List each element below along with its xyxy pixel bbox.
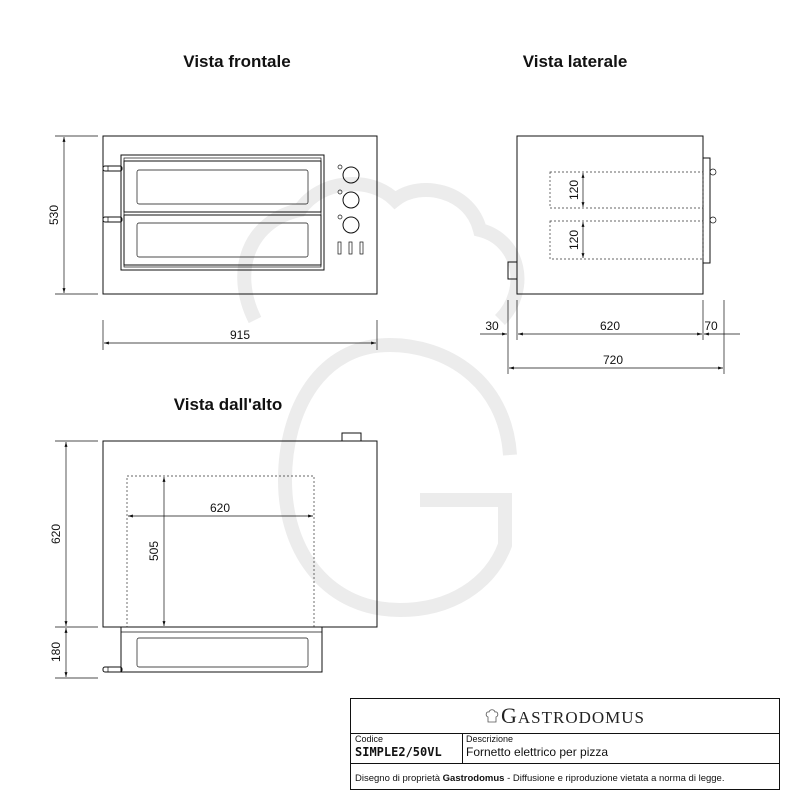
watermark-logo	[244, 184, 517, 610]
top-door-handle	[103, 667, 122, 672]
title-block	[350, 698, 780, 790]
copyright-prefix: Disegno di proprietà	[355, 773, 443, 784]
top-depth-label: 620	[49, 523, 63, 545]
top-view	[49, 395, 377, 678]
side-upper-chamber-label: 120	[567, 179, 581, 201]
title-block-brand	[351, 699, 779, 734]
codice-label: Codice	[355, 734, 384, 744]
upper-door-window	[137, 170, 308, 204]
descrizione-label: Descrizione	[466, 734, 514, 744]
side-depth-label: 620	[599, 319, 621, 333]
front-height-label: 530	[47, 204, 61, 226]
copyright-suffix: - Diffusione e riproduzione vietata a norma di legge.	[504, 773, 725, 784]
side-view	[480, 52, 740, 374]
brand-name: GASTRODOMUS	[500, 703, 646, 728]
copyright-notice	[355, 773, 724, 784]
top-chamber-width-label: 620	[209, 501, 231, 515]
control-knobs	[338, 165, 359, 233]
codice-value: SIMPLE2/50VL	[355, 745, 442, 759]
side-upper-handle	[710, 169, 716, 175]
chef-hat-icon	[485, 708, 499, 724]
copyright-brand: Gastrodomus	[442, 773, 505, 784]
front-view-title: Vista frontale	[183, 52, 291, 71]
front-width-label: 915	[229, 328, 251, 342]
lower-door-handle	[103, 217, 122, 222]
top-rear-connector	[342, 433, 361, 441]
top-door-section	[121, 627, 322, 672]
side-view-title: Vista laterale	[522, 52, 628, 71]
side-total-depth-label: 720	[602, 353, 624, 367]
descrizione-value: Fornetto elettrico per pizza	[466, 745, 609, 759]
indicator-lights	[338, 242, 363, 254]
top-front-label: 180	[49, 641, 63, 663]
side-lower-chamber-label: 120	[567, 229, 581, 251]
upper-door-handle	[103, 166, 122, 171]
side-front-panel	[703, 158, 710, 263]
top-chamber-depth-label: 505	[147, 540, 161, 562]
top-view-title: Vista dall'alto	[173, 395, 283, 414]
side-rear-offset-label: 30	[485, 319, 499, 333]
front-view	[47, 52, 377, 350]
side-front-offset-label: 70	[704, 319, 718, 333]
top-door-window	[137, 638, 308, 667]
side-lower-handle	[710, 217, 716, 223]
side-oven-body	[517, 136, 703, 294]
upper-door	[124, 161, 321, 212]
lower-door	[124, 215, 321, 265]
lower-door-window	[137, 223, 308, 257]
